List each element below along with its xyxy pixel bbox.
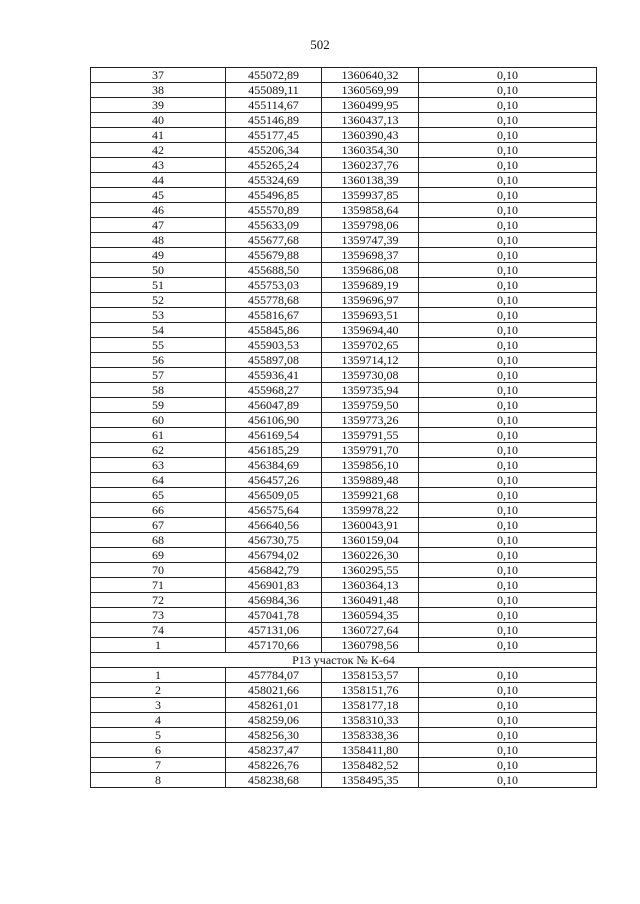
section-header-group	[91, 653, 597, 668]
y-coordinate-cell: 1360569,99	[322, 83, 419, 98]
y-coordinate-cell: 1358482,52	[322, 758, 419, 773]
tolerance-cell: 0,10	[419, 533, 597, 548]
y-coordinate-cell: 1359730,08	[322, 368, 419, 383]
table-row	[91, 128, 597, 143]
page-number: 502	[310, 37, 330, 52]
point-number-cell: 61	[91, 428, 226, 443]
table-row	[91, 113, 597, 128]
x-coordinate-cell: 455936,41	[226, 368, 322, 383]
table-row	[91, 683, 597, 698]
tolerance-cell: 0,10	[419, 728, 597, 743]
coordinates-table-body-a	[91, 68, 597, 653]
x-coordinate-cell: 458238,68	[226, 773, 322, 788]
tolerance-cell: 0,10	[419, 383, 597, 398]
tolerance-cell: 0,10	[419, 488, 597, 503]
x-coordinate-cell: 458226,76	[226, 758, 322, 773]
point-number-cell: 64	[91, 473, 226, 488]
x-coordinate-cell: 455496,85	[226, 188, 322, 203]
y-coordinate-cell: 1359686,08	[322, 263, 419, 278]
table-row	[91, 728, 597, 743]
point-number-cell: 39	[91, 98, 226, 113]
tolerance-cell: 0,10	[419, 443, 597, 458]
point-number-cell: 1	[91, 668, 226, 683]
y-coordinate-cell: 1359693,51	[322, 308, 419, 323]
x-coordinate-cell: 456169,54	[226, 428, 322, 443]
point-number-cell: 40	[91, 113, 226, 128]
tolerance-cell: 0,10	[419, 218, 597, 233]
y-coordinate-cell: 1359696,97	[322, 293, 419, 308]
y-coordinate-cell: 1360594,35	[322, 608, 419, 623]
tolerance-cell: 0,10	[419, 683, 597, 698]
tolerance-cell: 0,10	[419, 293, 597, 308]
x-coordinate-cell: 457131,06	[226, 623, 322, 638]
y-coordinate-cell: 1359759,50	[322, 398, 419, 413]
point-number-cell: 72	[91, 593, 226, 608]
y-coordinate-cell: 1358177,18	[322, 698, 419, 713]
point-number-cell: 4	[91, 713, 226, 728]
table-row	[91, 218, 597, 233]
table-row	[91, 383, 597, 398]
table-row	[91, 773, 597, 788]
y-coordinate-cell: 1360499,95	[322, 98, 419, 113]
table-row	[91, 263, 597, 278]
point-number-cell: 49	[91, 248, 226, 263]
tolerance-cell: 0,10	[419, 113, 597, 128]
y-coordinate-cell: 1358310,33	[322, 713, 419, 728]
y-coordinate-cell: 1359889,48	[322, 473, 419, 488]
y-coordinate-cell: 1359689,19	[322, 278, 419, 293]
table-row	[91, 338, 597, 353]
table-row	[91, 698, 597, 713]
y-coordinate-cell: 1359937,85	[322, 188, 419, 203]
table-row	[91, 98, 597, 113]
tolerance-cell: 0,10	[419, 188, 597, 203]
x-coordinate-cell: 455324,69	[226, 173, 322, 188]
y-coordinate-cell: 1360295,55	[322, 563, 419, 578]
point-number-cell: 67	[91, 518, 226, 533]
point-number-cell: 52	[91, 293, 226, 308]
tolerance-cell: 0,10	[419, 773, 597, 788]
x-coordinate-cell: 458256,30	[226, 728, 322, 743]
table-row	[91, 608, 597, 623]
y-coordinate-cell: 1360727,64	[322, 623, 419, 638]
y-coordinate-cell: 1359791,55	[322, 428, 419, 443]
y-coordinate-cell: 1358495,35	[322, 773, 419, 788]
point-number-cell: 58	[91, 383, 226, 398]
x-coordinate-cell: 455903,53	[226, 338, 322, 353]
point-number-cell: 41	[91, 128, 226, 143]
table-row	[91, 668, 597, 683]
point-number-cell: 2	[91, 683, 226, 698]
y-coordinate-cell: 1360138,39	[322, 173, 419, 188]
tolerance-cell: 0,10	[419, 263, 597, 278]
x-coordinate-cell: 456185,29	[226, 443, 322, 458]
table-row	[91, 638, 597, 653]
table-row	[91, 428, 597, 443]
point-number-cell: 71	[91, 578, 226, 593]
tolerance-cell: 0,10	[419, 593, 597, 608]
x-coordinate-cell: 455089,11	[226, 83, 322, 98]
tolerance-cell: 0,10	[419, 68, 597, 83]
x-coordinate-cell: 455816,67	[226, 308, 322, 323]
tolerance-cell: 0,10	[419, 248, 597, 263]
x-coordinate-cell: 455753,03	[226, 278, 322, 293]
point-number-cell: 50	[91, 263, 226, 278]
x-coordinate-cell: 456106,90	[226, 413, 322, 428]
tolerance-cell: 0,10	[419, 323, 597, 338]
x-coordinate-cell: 455778,68	[226, 293, 322, 308]
x-coordinate-cell: 455206,34	[226, 143, 322, 158]
point-number-cell: 62	[91, 443, 226, 458]
table-row	[91, 518, 597, 533]
y-coordinate-cell: 1360237,76	[322, 158, 419, 173]
table-row	[91, 83, 597, 98]
table-row	[91, 443, 597, 458]
table-row	[91, 143, 597, 158]
tolerance-cell: 0,10	[419, 83, 597, 98]
point-number-cell: 45	[91, 188, 226, 203]
tolerance-cell: 0,10	[419, 368, 597, 383]
section-title: Р13 участок № К-64	[91, 653, 597, 668]
tolerance-cell: 0,10	[419, 518, 597, 533]
y-coordinate-cell: 1360640,32	[322, 68, 419, 83]
point-number-cell: 51	[91, 278, 226, 293]
point-number-cell: 55	[91, 338, 226, 353]
x-coordinate-cell: 455265,24	[226, 158, 322, 173]
tolerance-cell: 0,10	[419, 668, 597, 683]
y-coordinate-cell: 1359735,94	[322, 383, 419, 398]
table-row	[91, 488, 597, 503]
table-row	[91, 398, 597, 413]
x-coordinate-cell: 458259,06	[226, 713, 322, 728]
point-number-cell: 59	[91, 398, 226, 413]
x-coordinate-cell: 455570,89	[226, 203, 322, 218]
point-number-cell: 5	[91, 728, 226, 743]
y-coordinate-cell: 1359791,70	[322, 443, 419, 458]
x-coordinate-cell: 455146,89	[226, 113, 322, 128]
table-row	[91, 503, 597, 518]
tolerance-cell: 0,10	[419, 698, 597, 713]
y-coordinate-cell: 1360364,13	[322, 578, 419, 593]
table-row	[91, 368, 597, 383]
point-number-cell: 44	[91, 173, 226, 188]
x-coordinate-cell: 455177,45	[226, 128, 322, 143]
tolerance-cell: 0,10	[419, 563, 597, 578]
y-coordinate-cell: 1359714,12	[322, 353, 419, 368]
table-row	[91, 353, 597, 368]
tolerance-cell: 0,10	[419, 473, 597, 488]
tolerance-cell: 0,10	[419, 608, 597, 623]
point-number-cell: 54	[91, 323, 226, 338]
table-row	[91, 578, 597, 593]
point-number-cell: 8	[91, 773, 226, 788]
tolerance-cell: 0,10	[419, 578, 597, 593]
point-number-cell: 3	[91, 698, 226, 713]
x-coordinate-cell: 457170,66	[226, 638, 322, 653]
tolerance-cell: 0,10	[419, 128, 597, 143]
x-coordinate-cell: 458237,47	[226, 743, 322, 758]
tolerance-cell: 0,10	[419, 713, 597, 728]
point-number-cell: 57	[91, 368, 226, 383]
y-coordinate-cell: 1358153,57	[322, 668, 419, 683]
point-number-cell: 1	[91, 638, 226, 653]
tolerance-cell: 0,10	[419, 413, 597, 428]
y-coordinate-cell: 1359698,37	[322, 248, 419, 263]
y-coordinate-cell: 1359858,64	[322, 203, 419, 218]
point-number-cell: 53	[91, 308, 226, 323]
point-number-cell: 66	[91, 503, 226, 518]
table-row	[91, 68, 597, 83]
x-coordinate-cell: 457784,07	[226, 668, 322, 683]
x-coordinate-cell: 456842,79	[226, 563, 322, 578]
x-coordinate-cell: 455677,68	[226, 233, 322, 248]
x-coordinate-cell: 457041,78	[226, 608, 322, 623]
tolerance-cell: 0,10	[419, 278, 597, 293]
y-coordinate-cell: 1359747,39	[322, 233, 419, 248]
y-coordinate-cell: 1360159,04	[322, 533, 419, 548]
x-coordinate-cell: 455679,88	[226, 248, 322, 263]
x-coordinate-cell: 456384,69	[226, 458, 322, 473]
tolerance-cell: 0,10	[419, 458, 597, 473]
point-number-cell: 65	[91, 488, 226, 503]
y-coordinate-cell: 1359978,22	[322, 503, 419, 518]
x-coordinate-cell: 455897,08	[226, 353, 322, 368]
point-number-cell: 37	[91, 68, 226, 83]
point-number-cell: 60	[91, 413, 226, 428]
x-coordinate-cell: 455072,89	[226, 68, 322, 83]
point-number-cell: 38	[91, 83, 226, 98]
point-number-cell: 69	[91, 548, 226, 563]
table-row	[91, 713, 597, 728]
table-row	[91, 593, 597, 608]
x-coordinate-cell: 456794,02	[226, 548, 322, 563]
table-row	[91, 158, 597, 173]
point-number-cell: 68	[91, 533, 226, 548]
table-row	[91, 533, 597, 548]
point-number-cell: 74	[91, 623, 226, 638]
table-row	[91, 248, 597, 263]
point-number-cell: 56	[91, 353, 226, 368]
y-coordinate-cell: 1359702,65	[322, 338, 419, 353]
x-coordinate-cell: 456640,56	[226, 518, 322, 533]
y-coordinate-cell: 1358411,80	[322, 743, 419, 758]
tolerance-cell: 0,10	[419, 308, 597, 323]
table-row	[91, 758, 597, 773]
y-coordinate-cell: 1359856,10	[322, 458, 419, 473]
y-coordinate-cell: 1360437,13	[322, 113, 419, 128]
tolerance-cell: 0,10	[419, 398, 597, 413]
table-row	[91, 563, 597, 578]
point-number-cell: 70	[91, 563, 226, 578]
tolerance-cell: 0,10	[419, 428, 597, 443]
tolerance-cell: 0,10	[419, 98, 597, 113]
x-coordinate-cell: 458261,01	[226, 698, 322, 713]
table-row	[91, 623, 597, 638]
point-number-cell: 63	[91, 458, 226, 473]
y-coordinate-cell: 1360798,56	[322, 638, 419, 653]
table-row	[91, 458, 597, 473]
y-coordinate-cell: 1358338,36	[322, 728, 419, 743]
x-coordinate-cell: 456575,64	[226, 503, 322, 518]
tolerance-cell: 0,10	[419, 758, 597, 773]
table-row	[91, 233, 597, 248]
table-row	[91, 473, 597, 488]
table-row	[91, 293, 597, 308]
point-number-cell: 46	[91, 203, 226, 218]
y-coordinate-cell: 1359921,68	[322, 488, 419, 503]
tolerance-cell: 0,10	[419, 158, 597, 173]
x-coordinate-cell: 456457,26	[226, 473, 322, 488]
point-number-cell: 47	[91, 218, 226, 233]
point-number-cell: 43	[91, 158, 226, 173]
point-number-cell: 42	[91, 143, 226, 158]
tolerance-cell: 0,10	[419, 353, 597, 368]
point-number-cell: 73	[91, 608, 226, 623]
x-coordinate-cell: 455688,50	[226, 263, 322, 278]
tolerance-cell: 0,10	[419, 203, 597, 218]
point-number-cell: 7	[91, 758, 226, 773]
table-row	[91, 173, 597, 188]
x-coordinate-cell: 456901,83	[226, 578, 322, 593]
table-row	[91, 308, 597, 323]
x-coordinate-cell: 455114,67	[226, 98, 322, 113]
table-row	[91, 278, 597, 293]
y-coordinate-cell: 1360043,91	[322, 518, 419, 533]
point-number-cell: 48	[91, 233, 226, 248]
coordinates-table	[90, 67, 597, 788]
tolerance-cell: 0,10	[419, 623, 597, 638]
y-coordinate-cell: 1359694,40	[322, 323, 419, 338]
tolerance-cell: 0,10	[419, 173, 597, 188]
x-coordinate-cell: 456730,75	[226, 533, 322, 548]
section-header-row	[91, 653, 597, 668]
x-coordinate-cell: 458021,66	[226, 683, 322, 698]
y-coordinate-cell: 1360491,48	[322, 593, 419, 608]
x-coordinate-cell: 456047,89	[226, 398, 322, 413]
tolerance-cell: 0,10	[419, 743, 597, 758]
tolerance-cell: 0,10	[419, 548, 597, 563]
table-row	[91, 413, 597, 428]
x-coordinate-cell: 455845,86	[226, 323, 322, 338]
tolerance-cell: 0,10	[419, 233, 597, 248]
x-coordinate-cell: 455968,27	[226, 383, 322, 398]
y-coordinate-cell: 1359798,06	[322, 218, 419, 233]
y-coordinate-cell: 1360226,30	[322, 548, 419, 563]
coordinates-table-body-b	[91, 668, 597, 788]
table-row	[91, 188, 597, 203]
y-coordinate-cell: 1359773,26	[322, 413, 419, 428]
table-row	[91, 323, 597, 338]
y-coordinate-cell: 1360354,30	[322, 143, 419, 158]
y-coordinate-cell: 1360390,43	[322, 128, 419, 143]
x-coordinate-cell: 456509,05	[226, 488, 322, 503]
table-row	[91, 548, 597, 563]
table-row	[91, 203, 597, 218]
table-row	[91, 743, 597, 758]
y-coordinate-cell: 1358151,76	[322, 683, 419, 698]
x-coordinate-cell: 456984,36	[226, 593, 322, 608]
x-coordinate-cell: 455633,09	[226, 218, 322, 233]
tolerance-cell: 0,10	[419, 638, 597, 653]
tolerance-cell: 0,10	[419, 338, 597, 353]
point-number-cell: 6	[91, 743, 226, 758]
tolerance-cell: 0,10	[419, 143, 597, 158]
tolerance-cell: 0,10	[419, 503, 597, 518]
